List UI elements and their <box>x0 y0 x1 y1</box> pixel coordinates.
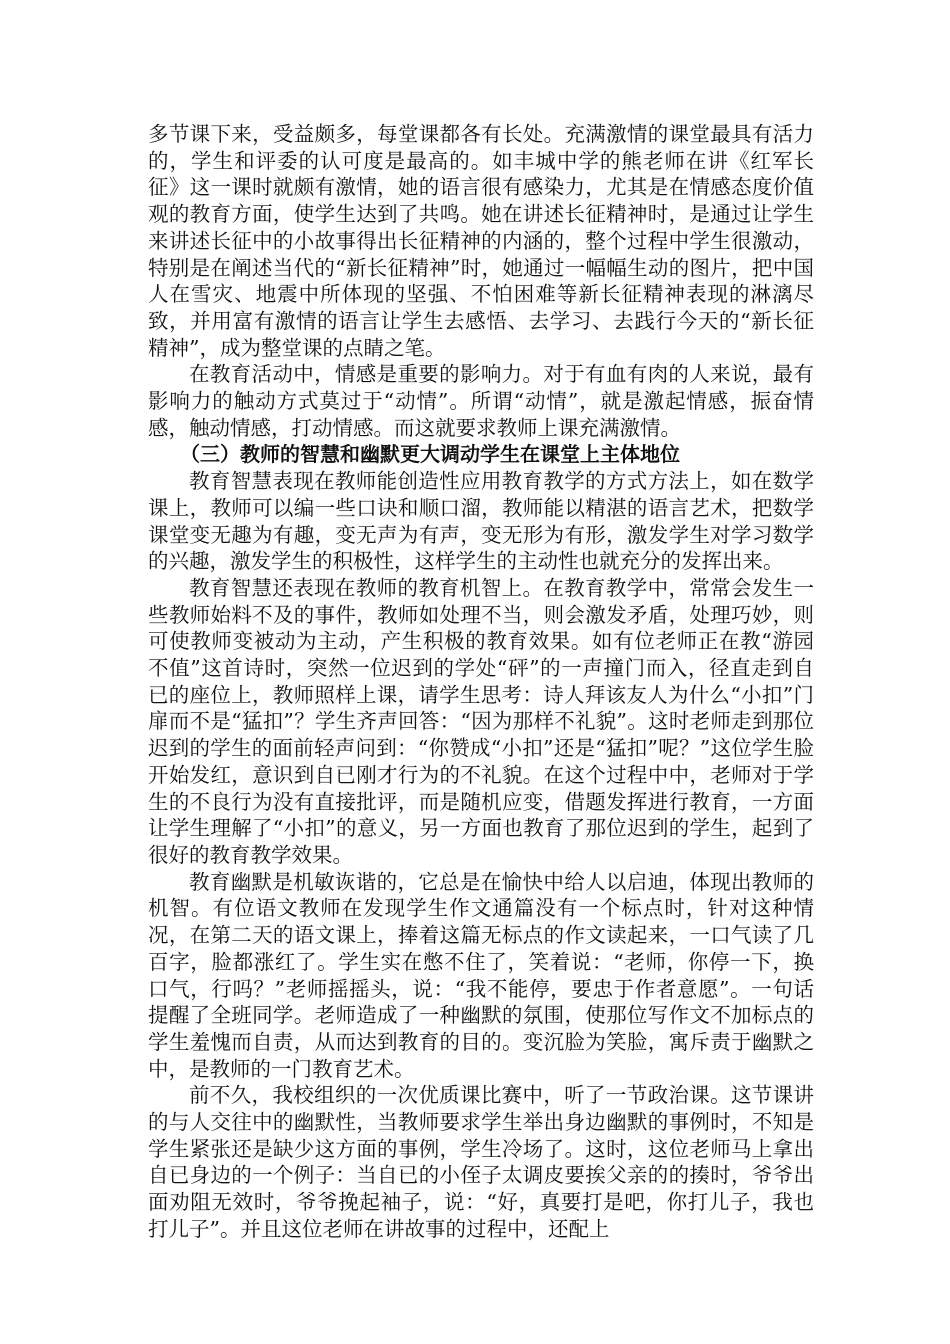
paragraph-emotion: 在教育活动中，情感是重要的影响力。对于有血有肉的人来说，最有影响力的触动方式莫过于“动情”。所谓“动情”，就是激起情感，振奋情感，触动情感，打动情感。而这就要求教师上课充满激情。 <box>148 362 814 440</box>
section-heading: （三）教师的智慧和幽默更大调动学生在课堂上主体地位 <box>180 442 680 467</box>
paragraph-politics-class: 前不久，我校组织的一次优质课比赛中，听了一节政治课。这节课讲的与人交往中的幽默性，当教师要求学生举出身边幽默的事例时，不知是学生紧张还是缺少这方面的事例，学生冷场了。这时，这位老师马上拿出自已身边的一个例子：当自已的小侄子太调皮要挨父亲的的揍时，爷爷出面劝阻无效时，爷爷挽起袖子，说：“好，真要打是吧，你打儿子，我也打儿子”。并且这位老师在讲故事的过程中，还配上 <box>148 1083 814 1241</box>
paragraph-humor: 教育幽默是机敏诙谐的，它总是在愉快中给人以启迪，体现出教师的机智。有位语文教师在发现学生作文通篇没有一个标点时，针对这种情况，在第二天的语文课上，捧着这篇无标点的作文读起来，一口气读了几百字，脸都涨红了。学生实在憋不住了，笑着说：“老师，你停一下，换口气，行吗？”老师摇摇头，说：“我不能停，要忠于作者意愿”。一句话提醒了全班同学。老师造成了一种幽默的氛围，使那位写作文不加标点的学生羞愧而自责，从而达到教育的目的。变沉脸为笑脸，寓斥责于幽默之中，是教师的一门教育艺术。 <box>148 869 814 1081</box>
paragraph-long-march: 多节课下来，受益颇多，每堂课都各有长处。充满激情的课堂最具有活力的，学生和评委的认可度是最高的。如丰城中学的熊老师在讲《红军长征》这一课时就颇有激情，她的语言很有感染力，尤其是在情感态度价值观的教育方面，使学生达到了共鸣。她在讲述长征精神时，是通过让学生来讲述长征中的小故事得出长征精神的内涵的，整个过程中学生很激动，特别是在阐述当代的“新长征精神”时，她通过一幅幅生动的图片，把中国人在雪灾、地震中所体现的坚强、不怕困难等新长征精神表现的淋漓尽致，并用富有激情的语言让学生去感悟、去学习、去践行今天的“新长征精神”，成为整堂课的点睛之笔。 <box>148 122 814 360</box>
document-page <box>148 121 814 1243</box>
paragraph-wisdom: 教育智慧表现在教师能创造性应用教育教学的方式方法上，如在数学课上，教师可以编一些口诀和顺口溜，教师能以精湛的语言艺术，把数学课堂变无趣为有趣，变无声为有声，变无形为有形，激发学生对学习数学的兴趣，激发学生的积极性，这样学生的主动性也就充分的发挥出来。 <box>148 469 814 574</box>
paragraph-tact: 教育智慧还表现在教师的教育机智上。在教育教学中，常常会发生一些教师始料不及的事件，教师如处理不当，则会激发矛盾，处理巧妙，则可使教师变被动为主动，产生积极的教育效果。如有位老师正在教“游园不值”这首诗时，突然一位迟到的学处“砰”的一声撞门而入，径直走到自已的座位上，教师照样上课，请学生思考：诗人拜该友人为什么“小扣”门扉而不是“猛扣”？学生齐声回答：“因为那样不礼貌”。这时老师走到那位迟到的学生的面前轻声问到：“你赞成“小扣”还是“猛扣”呢？”这位学生脸开始发红，意识到自已刚才行为的不礼貌。在这个过程中中，老师对于学生的不良行为没有直接批评，而是随机应变，借题发挥进行教育，一方面让学生理解了“小扣”的意义，另一方面也教育了那位迟到的学生，起到了很好的教育教学效果。 <box>148 575 814 867</box>
